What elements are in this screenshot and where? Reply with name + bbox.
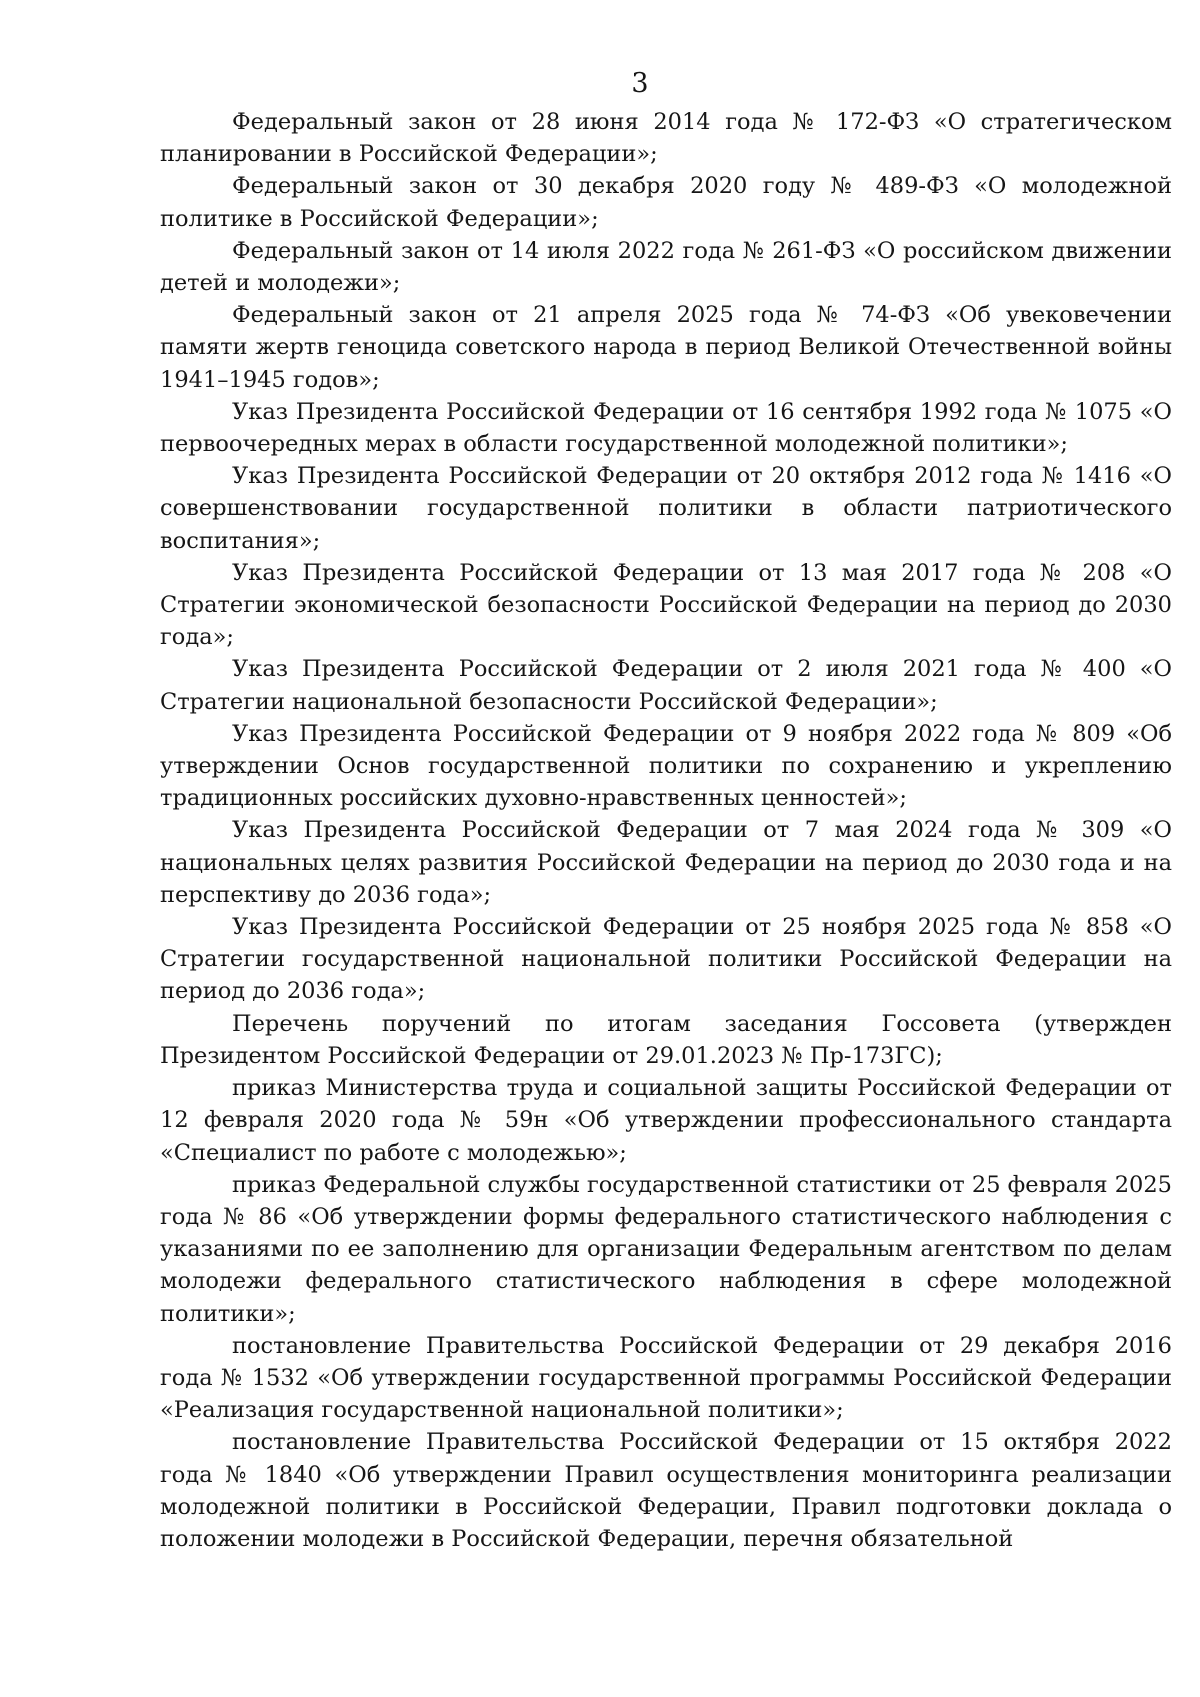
list-item-decree-309: Указ Президента Российской Федерации от 7 мая 2024 года № 309 «О национальных целях развития Российской Федерации на период до 2030 года и на перспективу до 2036 года»;	[160, 817, 1172, 908]
list-item-decree-208: Указ Президента Российской Федерации от 13 мая 2017 года № 208 «О Стратегии экономической безопасности Российской Федерации на период до 2030 года»;	[160, 559, 1172, 651]
list-item-decree-1075: Указ Президента Российской Федерации от 16 сентября 1992 года № 1075 «О первоочередных мерах в области государственной молодежной политики»;	[160, 398, 1172, 458]
page-number: 3	[631, 68, 649, 99]
list-item-rosstat-order-86: приказ Федеральной службы государственной статистики от 25 февраля 2025 года № 86 «Об утверждении формы федерального статистического наблюдения с указаниями по ее заполнению для организации Федеральным агентством по делам молодежи федерального статистического наблюдения в сфере молодежной политики»;	[160, 1171, 1172, 1327]
list-item-federal-law-489: Федеральный закон от 30 декабря 2020 году № 489-ФЗ «О молодежной политике в Российской Федерации»;	[160, 173, 1172, 232]
list-item-decree-858: Указ Президента Российской Федерации от 25 ноября 2025 года № 858 «О Стратегии государственной национальной политики Российской Федерации на период до 2036 года»;	[160, 914, 1172, 1005]
list-item-decree-809: Указ Президента Российской Федерации от 9 ноября 2022 года № 809 «Об утверждении Основ государственной политики по сохранению и укреплению традиционных российских духовно-нравственных ценностей»;	[160, 720, 1172, 812]
list-item-federal-law-74: Федеральный закон от 21 апреля 2025 года № 74-ФЗ «Об увековечении памяти жертв геноцида советского народа в период Великой Отечественной войны 1941–1945 годов»;	[160, 302, 1172, 393]
list-item-gossovet-instructions: Перечень поручений по итогам заседания Госсовета (утвержден Президентом Российской Федерации от 29.01.2023 № Пр-173ГС);	[160, 1010, 1172, 1069]
list-item-government-resolution-1840: постановление Правительства Российской Федерации от 15 октября 2022 года № 1840 «Об утверждении Правил осуществления мониторинга реализации молодежной политики в Российской Федерации, Правил подготовки доклада о положении молодежи в Российской Федерации, перечня обязательной	[160, 1429, 1172, 1552]
legal-basis-list	[160, 106, 1172, 1555]
list-item-government-resolution-1532: постановление Правительства Российской Федерации от 29 декабря 2016 года № 1532 «Об утверждении государственной программы Российской Федерации «Реализация государственной национальной политики»;	[160, 1332, 1172, 1424]
list-item-federal-law-172: Федеральный закон от 28 июня 2014 года № 172-ФЗ «О стратегическом планировании в Российской Федерации»;	[160, 109, 1172, 168]
list-item-decree-1416: Указ Президента Российской Федерации от 20 октября 2012 года № 1416 «О совершенствовании государственной политики в области патриотического воспитания»;	[160, 463, 1172, 554]
list-item-labor-ministry-order-59n: приказ Министерства труда и социальной защиты Российской Федерации от 12 февраля 2020 года № 59н «Об утверждении профессионального стандарта «Специалист по работе с молодежью»;	[160, 1075, 1172, 1166]
list-item-decree-400: Указ Президента Российской Федерации от 2 июля 2021 года № 400 «О Стратегии национальной безопасности Российской Федерации»;	[160, 656, 1172, 715]
list-item-federal-law-261: Федеральный закон от 14 июля 2022 года № 261-ФЗ «О российском движении детей и молодежи»;	[160, 237, 1172, 297]
